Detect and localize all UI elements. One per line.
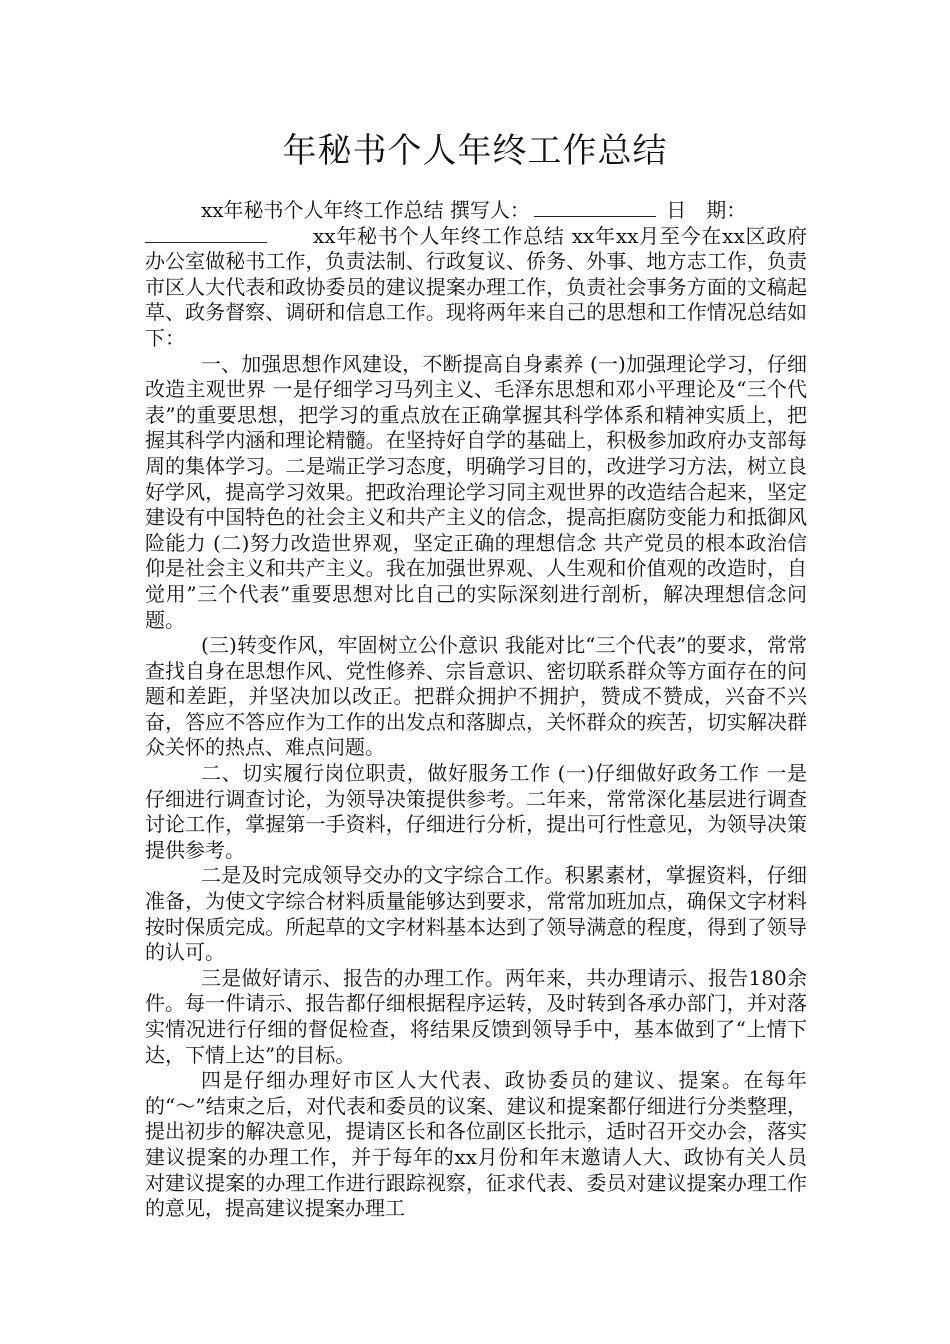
paragraph-7: 四是仔细办理好市区人大代表、政协委员的建议、提案。在每年的“～”结束之后，对代表和委员的议案、建议和提案都仔细进行分类整理，提出初步的解决意见，提请区长和各位副区长批示，适时召开交办会，落实建议提案的办理工作，并于每年的xx月份和年末邀请人大、政协有关人员对建议提案的办理工作进行跟踪视察，征求代表、委员对建议提案办理工作的意见，提高建议提案办理工 — [145, 1068, 807, 1221]
document-meta-line — [145, 198, 807, 224]
date-blank — [145, 224, 267, 243]
author-label: 撰写人： — [449, 198, 530, 222]
paragraph-6: 三是做好请示、报告的办理工作。两年来，共办理请示、报告180余件。每一件请示、报告都仔细根据程序运转，及时转到各承办部门，并对落实情况进行仔细的督促检查，将结果反馈到领导手中，基本做到了“上情下达，下情上达”的目标。 — [145, 965, 807, 1067]
paragraph-4: 二、切实履行岗位职责，做好服务工作 (一)仔细做好政务工作 一是仔细进行调查讨论，为领导决策提供参考。二年来，常常深化基层进行调查讨论工作，掌握第一手资料，仔细进行分析，提出可行性意见，为领导决策提供参考。 — [145, 761, 807, 862]
paragraph-3: (三)转变作风，牢固树立公仆意识 我能对比“三个代表”的要求，常常查找自身在思想作风、党性修养、宗旨意识、密切联系群众等方面存在的问题和差距，并坚决加以改正。把群众拥护不拥护，赞成不赞成，兴奋不兴奋，答应不答应作为工作的出发点和落脚点，关怀群众的疾苦，切实解决群众关怀的热点、难点问题。 — [145, 633, 807, 760]
paragraph-5: 二是及时完成领导交办的文字综合工作。积累素材，掌握资料，仔细准备，为使文字综合材料质量能够达到要求，常常加班加点，确保文字材料按时保质完成。所起草的文字材料基本达到了领导满意的程度，得到了领导的认可。 — [145, 863, 807, 965]
paragraph-1-text: xx年秘书个人年终工作总结 xx年xx月至今在xx区政府办公室做秘书工作，负责法制、行政复议、侨务、外事、地方志工作，负责市区人大代表和政协委员的建议提案办理工作，负责社会事务方面的文稿起草、政务督察、调研和信息工作。现将两年来自己的思想和工作情况总结如下： — [145, 223, 807, 350]
document-body — [145, 198, 807, 1222]
date-label: 日 期： — [666, 198, 747, 222]
author-blank — [534, 198, 656, 217]
paragraph-1 — [145, 224, 807, 352]
doc-name: xx年秘书个人年终工作总结 — [201, 198, 444, 222]
paragraph-2: 一、加强思想作风建设，不断提高自身素养 (一)加强理论学习，仔细改造主观世界 一是仔细学习马列主义、毛泽东思想和邓小平理论及“三个代表”的重要思想，把学习的重点放在正确掌握其科学体系和精神实质上，把握其科学内涵和理论精髓。在坚持好自学的基础上，积极参加政府办支部每周的集体学习。二是端正学习态度，明确学习目的，改进学习方法，树立良好学风，提高学习效果。把政治理论学习同主观世界的改造结合起来，坚定建设有中国特色的社会主义和共产主义的信念，提高拒腐防变能力和抵御风险能力 (二)努力改造世界观，坚定正确的理想信念 共产党员的根本政治信仰是社会主义和共产主义。我在加强世界观、人生观和价值观的改造时，自觉用”三个代表”重要思想对比自己的实际深刻进行剖析，解决理想信念问题。 — [145, 351, 807, 632]
document-title: 年秘书个人年终工作总结 — [282, 131, 668, 171]
